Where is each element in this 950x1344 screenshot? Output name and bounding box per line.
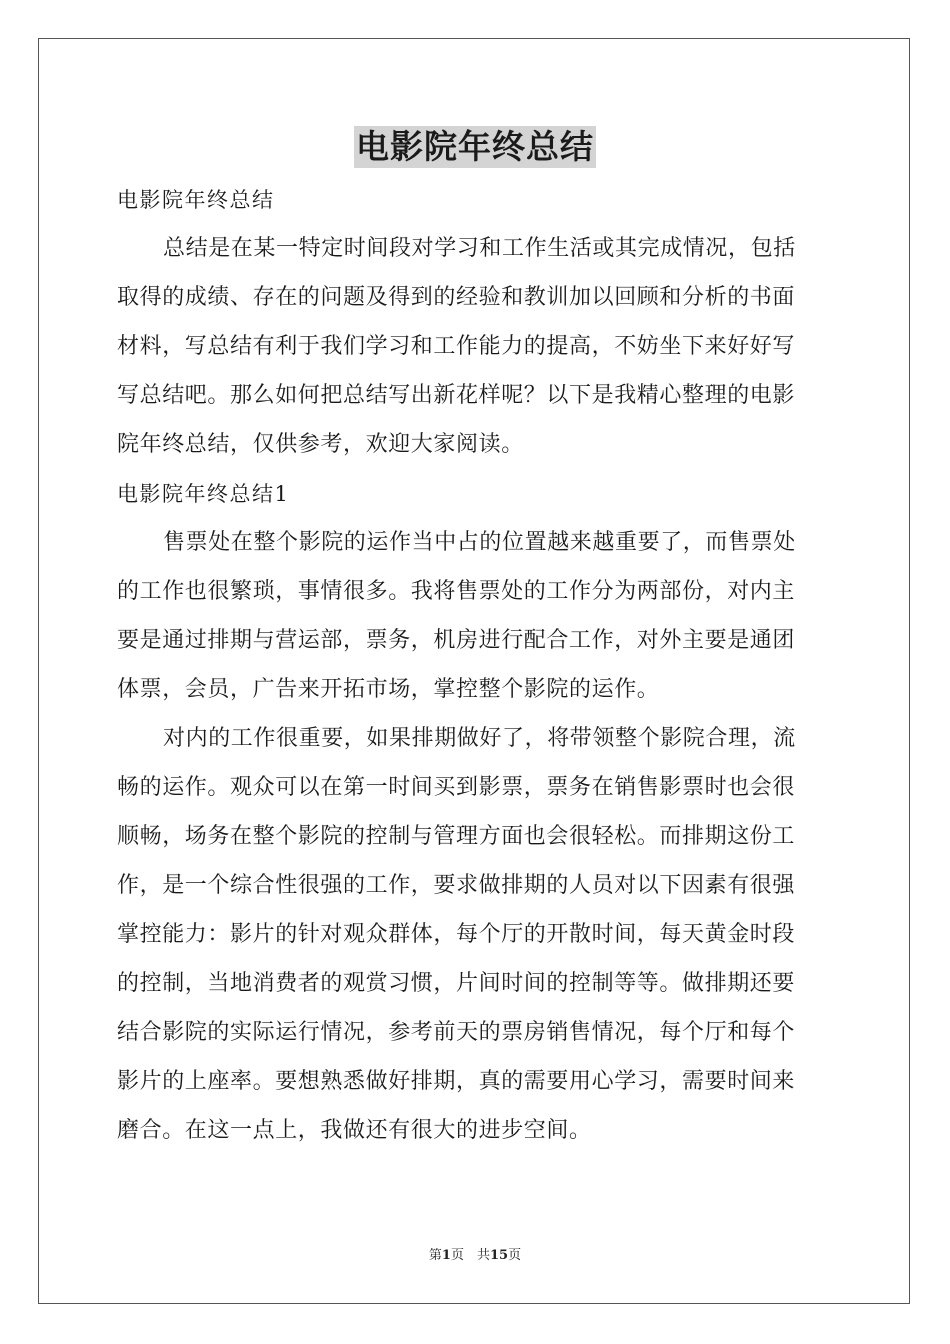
footer-suffix: 页 — [508, 1248, 522, 1263]
body-line: 作，是一个综合性很强的工作，要求做排期的人员对以下因素有很强 — [117, 873, 796, 898]
current-page-number: 1 — [441, 1248, 451, 1263]
body-line: 影片的上座率。要想熟悉做好排期，真的需要用心学习，需要时间来 — [117, 1069, 796, 1094]
intro-heading: 电影院年终总结 — [117, 188, 275, 212]
body-line: 写总结吧。那么如何把总结写出新花样呢？以下是我精心整理的电影 — [117, 383, 796, 408]
body-line: 取得的成绩、存在的问题及得到的经验和教训加以回顾和分析的书面 — [117, 285, 796, 310]
document-title: 电影院年终总结 — [356, 127, 594, 166]
body-line: 磨合。在这一点上，我做还有很大的进步空间。 — [117, 1118, 592, 1143]
title-wrap — [0, 126, 950, 168]
document-body — [117, 178, 833, 1158]
total-pages-number: 15 — [489, 1248, 509, 1263]
body-line: 的工作也很繁琐，事情很多。我将售票处的工作分为两部份，对内主 — [117, 579, 796, 604]
footer-prefix: 第 — [428, 1248, 442, 1263]
body-line: 售票处在整个影院的运作当中占的位置越来越重要了，而售票处 — [163, 530, 796, 555]
body-line: 体票，会员，广告来开拓市场，掌控整个影院的运作。 — [117, 677, 660, 702]
body-line: 结合影院的实际运行情况，参考前天的票房销售情况，每个厅和每个 — [117, 1020, 796, 1045]
page-footer — [0, 1244, 950, 1263]
section-heading: 电影院年终总结1 — [117, 482, 290, 506]
body-line: 对内的工作很重要，如果排期做好了，将带领整个影院合理，流 — [163, 726, 796, 751]
body-line: 掌控能力：影片的针对观众群体，每个厅的开散时间，每天黄金时段 — [117, 922, 796, 947]
body-line: 材料，写总结有利于我们学习和工作能力的提高，不妨坐下来好好写 — [117, 334, 796, 359]
body-line: 要是通过排期与营运部，票务，机房进行配合工作，对外主要是通团 — [117, 628, 796, 653]
body-line: 畅的运作。观众可以在第一时间买到影票，票务在销售影票时也会很 — [117, 775, 796, 800]
body-line: 院年终总结，仅供参考，欢迎大家阅读。 — [117, 432, 524, 457]
footer-middle: 页 共 — [450, 1248, 490, 1263]
body-line: 顺畅，场务在整个影院的控制与管理方面也会很轻松。而排期这份工 — [117, 824, 796, 849]
body-line: 总结是在某一特定时间段对学习和工作生活或其完成情况，包括 — [163, 236, 796, 261]
body-line: 的控制，当地消费者的观赏习惯，片间时间的控制等等。做排期还要 — [117, 971, 796, 996]
